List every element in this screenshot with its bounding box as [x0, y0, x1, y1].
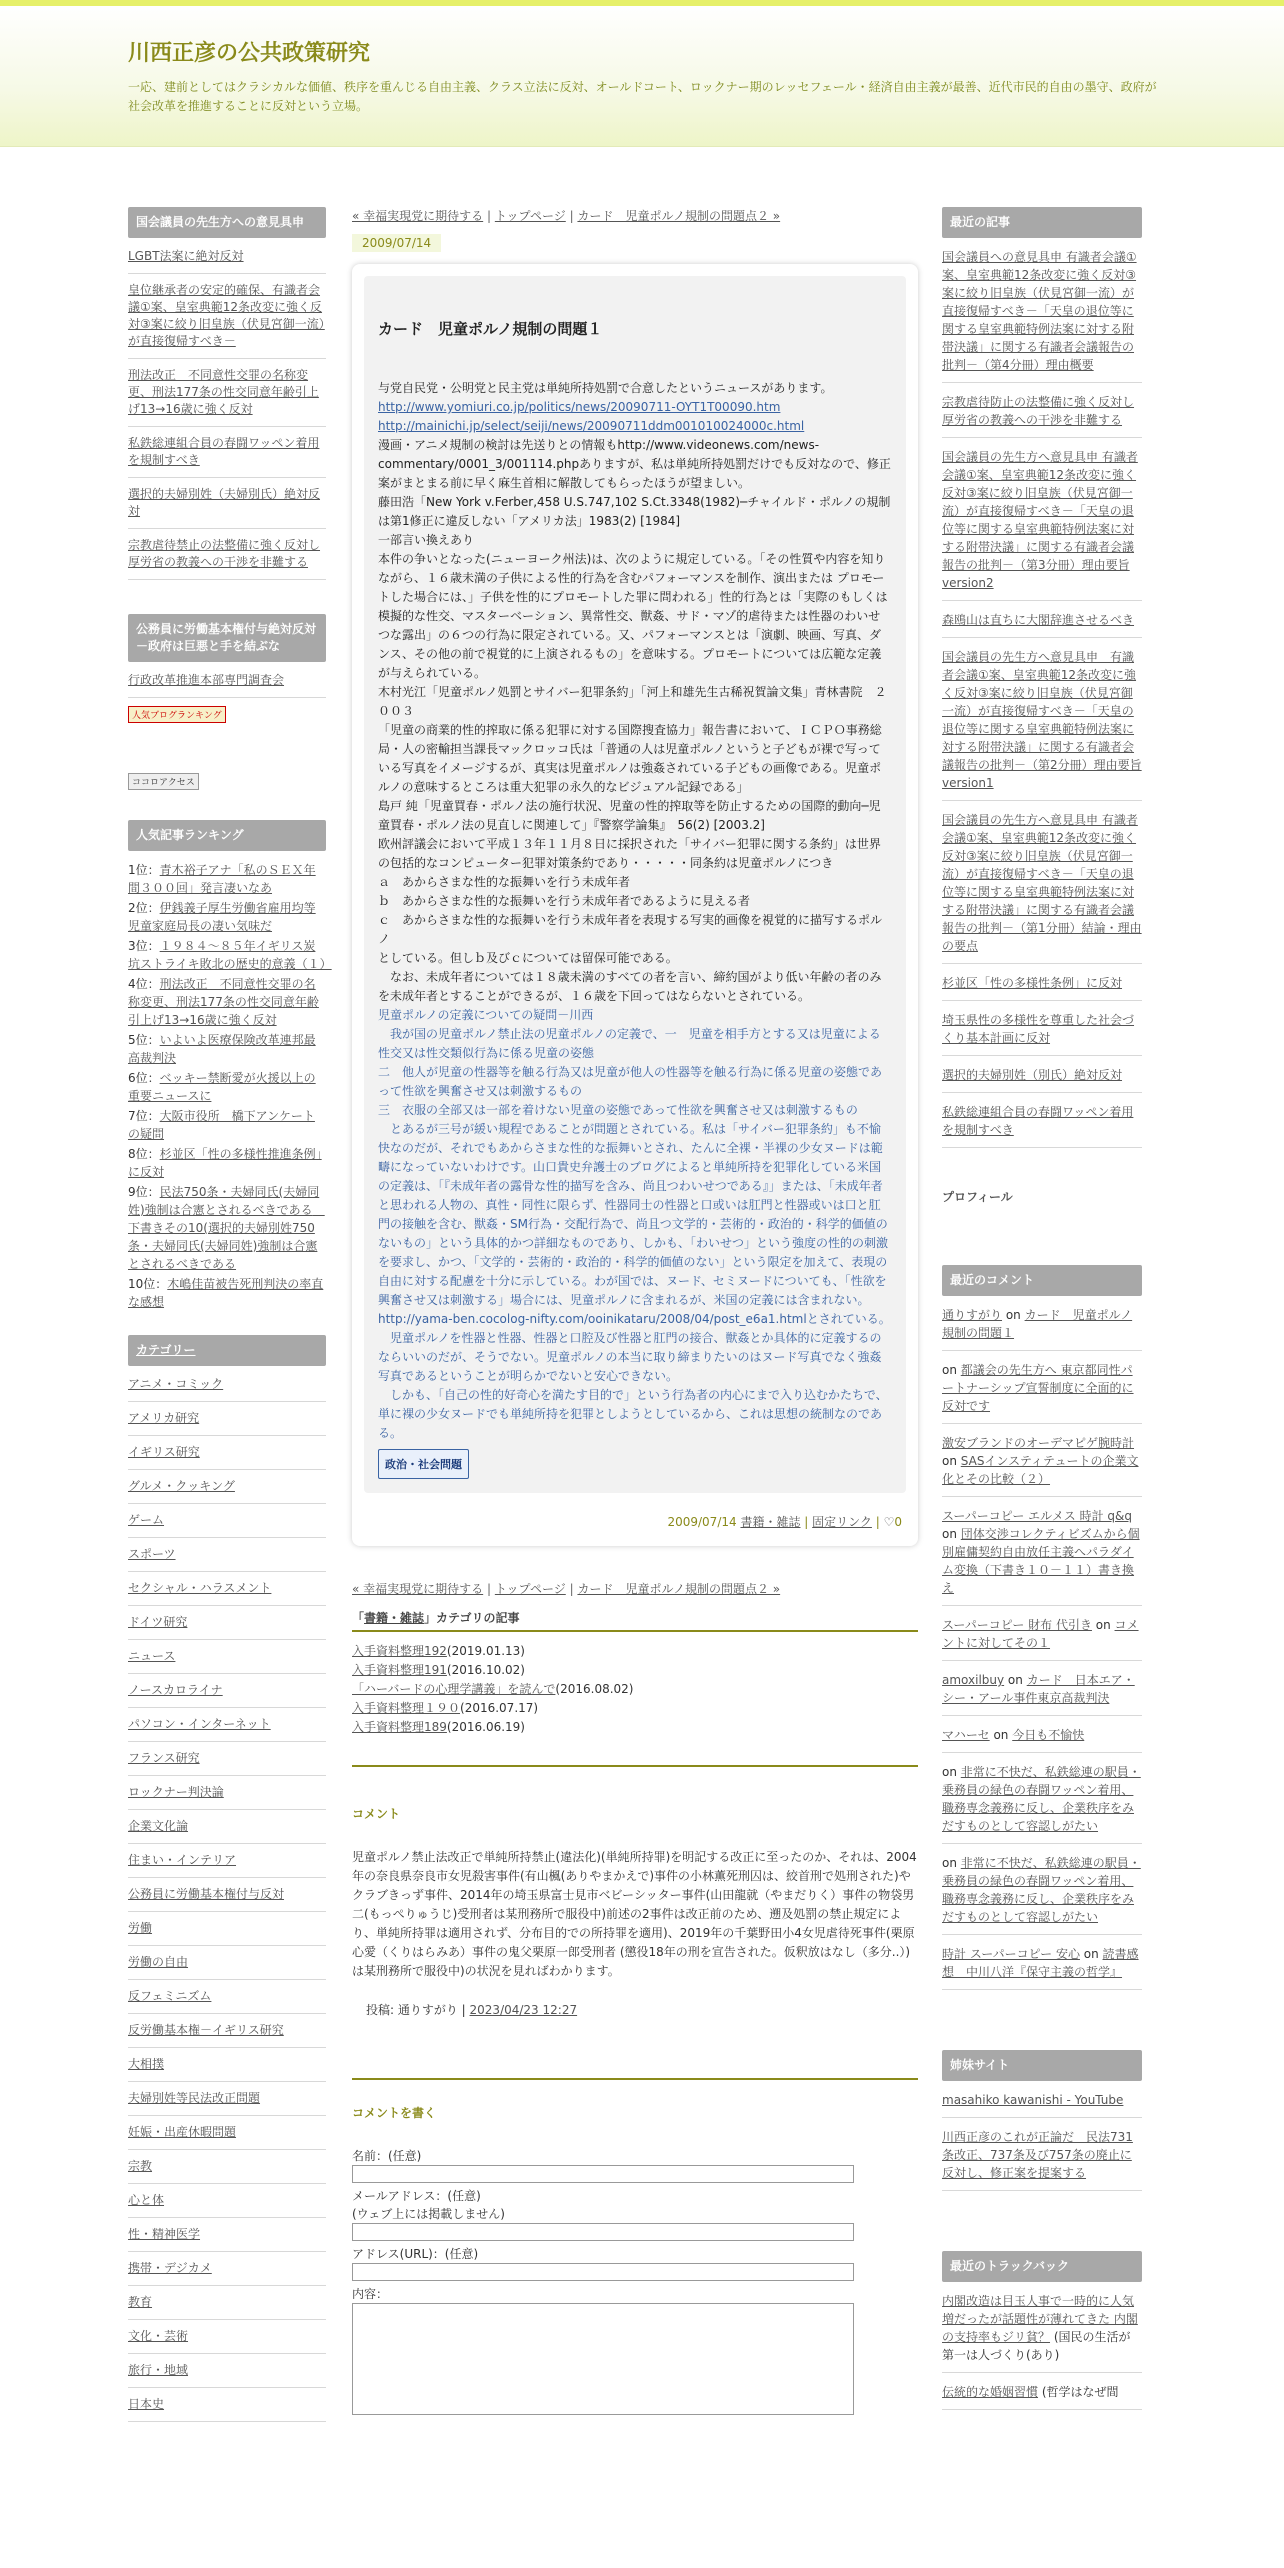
post-footer: 2009/07/14 書籍・雑誌 | 固定リンク | ♡0 [667, 1515, 902, 1529]
ranking-link[interactable]: 杉並区「性の多様性推進条例」に反対 [128, 1147, 322, 1179]
recent-article-item [942, 811, 1142, 964]
email-label: メールアドレス：(任意) [352, 2189, 481, 2203]
related-article-date: (2016.06.19) [446, 1720, 525, 1734]
recent-comment-item [942, 1945, 1142, 1990]
comment-on-text: on [1004, 1673, 1027, 1687]
category-link[interactable]: イギリス研究 [128, 1444, 326, 1470]
sidebar-link[interactable]: 刑法改正 不同意性交罪の名称変更、刑法177条の性交同意年齢引上げ13→16歳に強く反対 [128, 367, 326, 427]
ranking-link[interactable]: 大阪市役所 橋下アンケートの疑問 [128, 1109, 315, 1141]
post-paragraph: ａ あからさまな性的な振舞いを行う未成年者 [378, 875, 631, 889]
comment-on-text: on [942, 1527, 961, 1541]
category-link[interactable]: 携帯・デジカメ [128, 2260, 326, 2286]
comment-article-link[interactable]: SASインスティテュートの企業文化とその比較（２） [942, 1454, 1139, 1486]
comment-on-text: on [942, 1856, 961, 1870]
body-label: 内容： [352, 2287, 389, 2301]
post-paragraph: 「児童の商業的性的搾取に係る犯罪に対する国際搜査協力」報告書において、ＩＣＰＯ事務総局・人の密輸担当課長マックロッコ氏は「普通の人は児童ポルノというと子どもが裸で写っている写真をイメージするが、真実は児童ポルノは強姦されている子どもの画像である。児童ポルノの意味するところは重大犯罪の永久的なビジュアル記録である」 [378, 723, 882, 794]
category-link[interactable]: 宗教 [128, 2158, 326, 2184]
related-articles-list [352, 1642, 918, 1737]
recent-comment-item [942, 1306, 1142, 1351]
related-article-link[interactable]: 入手資料整理189 [352, 1720, 447, 1734]
comment-author-link[interactable]: amoxilbuy [942, 1673, 1005, 1687]
post-navigation: « 幸福実現党に期待する | トップページ | カード 児童ポルノ規制の問題点２ » [352, 209, 781, 223]
post-paragraph: しかも、「自己の性的好奇心を満たす目的で」という行為者の内心にまで入り込むかたちで、単に裸の少女ヌードでも単純所持を犯罪としようとしているから、これは思想の統制なのである。 [378, 1388, 888, 1440]
trackback-source: (国民の生活が第一は人づくり(あり) [942, 2330, 1131, 2362]
sidebar-box-title [128, 1335, 326, 1366]
sister-site-item [942, 2091, 1142, 2118]
ranking-item [128, 1107, 326, 1143]
ranking-item [128, 1183, 326, 1273]
recent-article-item [942, 393, 1142, 438]
sidebar-box-title: 公務員に労働基本権付与絶対反対－政府は巨悪と手を結ぶな [128, 614, 326, 662]
ranking-number: 10位： [128, 1277, 168, 1291]
next-post-link[interactable]: カード 児童ポルノ規制の問題点２ » [577, 1582, 781, 1596]
related-article-item [352, 1699, 918, 1718]
ranking-link[interactable]: 木嶋佳苗被告死刑判決の率直な感想 [128, 1277, 324, 1309]
category-link[interactable]: パソコン・インターネット [128, 1716, 326, 1742]
comment-article-link[interactable]: カード 日本エア・シー・アール事件東京高裁判決 [942, 1673, 1135, 1705]
sidebar-box-title: 最近の記事 [942, 207, 1142, 238]
category-link[interactable]: ノースカロライナ [128, 1682, 326, 1708]
url-input[interactable] [352, 2263, 854, 2281]
name-input[interactable] [352, 2165, 854, 2183]
ranking-number: 2位： [128, 901, 160, 915]
divider [352, 1765, 918, 1767]
post-paragraph: 我が国の児童ポルノ禁止法の児童ポルノの定義で、一 児童を相手方とする又は児童による性交又は性交類似行為に係る児童の姿態 [378, 1027, 881, 1060]
recent-article-link[interactable]: 選択的夫婦別姓（別氏）絶対反対 [942, 1068, 1123, 1082]
comment-on-text: on [1091, 1618, 1115, 1632]
post-paragraph: 藤田浩「New York v.Ferber,458 U.S.747,102 S.Ct.3348(1982)─チャイルド・ポルノの規制は第1修正に違反しない「アメリカ法」1983(2) [1984] [378, 495, 891, 528]
recent-article-link[interactable]: 国会議員の先生方へ意見具申 有識者会議①案、皇室典範12条改変に強く反対③案に絞り旧皇族（伏見宮御一流）が直接復帰すべき－「天皇の退位等に関する皇室典範特例法案に対する附帯決議」に関する有識者会議報告の批判－（第3分冊）理由要旨version2 [942, 450, 1138, 590]
post-body-link[interactable]: http://mainichi.jp/select/seiji/news/20090711ddm001010024000c.html [378, 419, 805, 433]
comment-author-link[interactable]: 通りすがり [942, 1308, 1003, 1322]
ranking-item [128, 1275, 326, 1311]
recent-comment-item [942, 1726, 1142, 1753]
recent-article-item [942, 1066, 1142, 1093]
recent-article-item [942, 974, 1142, 1001]
related-articles-title [352, 1609, 918, 1632]
divider [352, 2078, 918, 2080]
ranking-number: 8位： [128, 1147, 160, 1161]
post-paragraph [378, 417, 892, 436]
category-link[interactable]: フランス研究 [128, 1750, 326, 1776]
post-body [378, 379, 892, 1443]
ranking-item [128, 1031, 326, 1067]
recent-trackbacks-list [942, 2292, 1142, 2410]
comment-on-text: on [942, 1363, 961, 1377]
category-link[interactable]: 労働の自由 [128, 1954, 326, 1980]
related-article-date: (2016.07.17) [460, 1701, 539, 1715]
recent-comment-item [942, 1763, 1142, 1844]
category-link[interactable]: 心と体 [128, 2192, 326, 2218]
top-page-link[interactable]: トップページ [494, 209, 566, 223]
comment-author-link[interactable]: マハーセ [942, 1728, 990, 1742]
recent-article-item [942, 648, 1142, 801]
recent-article-item [942, 1011, 1142, 1056]
write-comment-heading: コメントを書く [352, 2106, 437, 2120]
ranking-link[interactable]: ベッキー禁断愛が火援以上の重要ニュースに [128, 1071, 316, 1103]
sidebar-link[interactable]: 私鉄総連組合員の春闘ワッペン着用を規制すべき [128, 435, 326, 478]
related-article-link[interactable]: 入手資料整理１９０ [352, 1701, 461, 1715]
related-title-open-quote: 「 [352, 1611, 365, 1625]
sidebar-link-list [128, 248, 326, 580]
comment-on-text: on [942, 1454, 961, 1468]
ranking-item [128, 899, 326, 935]
recent-comments-list [942, 1306, 1142, 1990]
recent-article-link[interactable]: 国会議員の先生方へ意見具申 有識者会議①案、皇室典範12条改変に強く反対③案に絞り旧皇族（伏見宮御一流）が直接復帰すべき－「天皇の退位等に関する皇室典範特例法案に対する附帯決議」に関する有識者会議報告の批判－（第2分冊）理由要旨version1 [942, 650, 1142, 790]
post-paragraph: 一部言い換えあり [378, 533, 475, 547]
category-link[interactable]: セクシャル・ハラスメント [128, 1580, 326, 1606]
related-article-date: (2019.01.13) [446, 1644, 525, 1658]
site-description: 一応、建前としてはクラシカルな価値、秩序を重んじる自由主義、クラス立法に反対、オールドコート、ロックナー期のレッセフェール・経済自由主義が最善、近代市民的自由の墨守、政府が社会改革を推進することに反対という立場。 [128, 80, 1157, 113]
category-link[interactable]: 反労働基本権－イギリス研究 [128, 2022, 326, 2048]
prev-post-link[interactable]: « 幸福実現党に期待する [352, 209, 484, 223]
recent-article-item [942, 248, 1142, 383]
post-title: カード 児童ポルノ規制の問題１ [378, 320, 603, 338]
recent-comment-item [942, 1616, 1142, 1661]
recent-comment-item [942, 1671, 1142, 1716]
post-paragraph: 木村光江「児童ポルノ処罰とサイバー犯罪条約」「河上和雄先生古稀祝賀論文集」青林書院 ２００３ [378, 685, 887, 718]
recent-article-link[interactable]: 杉並区「性の多様性条例」に反対 [942, 976, 1123, 990]
recent-article-link[interactable]: 私鉄総連組合員の春闘ワッペン着用を規制すべき [942, 1105, 1134, 1137]
related-article-item [352, 1661, 918, 1680]
comment-author-link[interactable]: スーパーコピー 財布 代引き [942, 1618, 1092, 1632]
ranking-item [128, 1145, 326, 1181]
related-category-link[interactable]: 書籍・雑誌 [364, 1611, 425, 1625]
ranking-link[interactable]: いよいよ医療保険改革連邦最高裁判決 [128, 1033, 316, 1065]
comment-article-link[interactable]: 読書感想 中川八洋『保守主義の哲学』 [942, 1947, 1139, 1979]
post-paragraph: としている。但しｂ及びｃについては留保可能である。 [378, 951, 678, 965]
category-link[interactable]: 文化・芸術 [128, 2328, 326, 2354]
comment-on-text: on [942, 1765, 961, 1779]
ranking-link[interactable]: １９８４～８５年イギリス炭坑ストライキ敗北の歴史的意義（１） [128, 939, 332, 971]
sidebar-link[interactable]: LGBT法案に絶対反対 [128, 248, 326, 274]
post-paragraph: ｃ あからさまな性的な振舞いを行う未成年者を表現する写実的画像を視覚的に描写するポルノ [378, 913, 883, 946]
name-label: 名前：(任意) [352, 2149, 422, 2163]
comments-heading: コメント [352, 1807, 401, 1821]
comment-article-link[interactable]: 都議会の先生方へ 東京都同性パートナーシップ宣誓制度に全面的に反対です [942, 1363, 1134, 1413]
recent-article-link[interactable]: 国会議員への意見具申 有識者会議①案、皇室典範12条改変に強く反対③案に絞り旧皇族（伏見宮御一流）が直接復帰すべき－「天皇の退位等に関する皇室典範特例法案に対する附帯決議」に関する有識者会議報告の批判－（第4分冊）理由概要 [942, 250, 1137, 372]
post-paragraph: なお、未成年者については１８歳未満のすべての者を言い、締約国がより低い年齢の者のみを未成年者とすることができるが、１６歳を下回ってはならないとされている。 [378, 970, 882, 1003]
sidebar-box-title: 国会議員の先生方への意見具申 [128, 207, 326, 238]
ranking-number: 7位： [128, 1109, 160, 1123]
sidebar-link[interactable]: 皇位継承者の安定的確保、有識者会議①案、皇室典範12条改変に強く反対③案に絞り旧皇族（伏見宮御一流）が直接復帰すべき－ [128, 282, 326, 359]
sister-site-link[interactable]: masahiko kawanishi - YouTube [942, 2093, 1124, 2107]
trackback-item [942, 2383, 1142, 2410]
sister-site-item [942, 2128, 1142, 2191]
category-link[interactable]: スポーツ [128, 1546, 326, 1572]
recent-comment-item [942, 1854, 1142, 1935]
category-link[interactable]: 妊娠・出産休暇問題 [128, 2124, 326, 2150]
post-paragraph [378, 398, 892, 417]
category-link[interactable]: 旅行・地域 [128, 2362, 326, 2388]
related-article-item [352, 1642, 918, 1661]
sidebar-box-title: 人気記事ランキング [128, 820, 326, 851]
comment-meta [366, 2001, 918, 2018]
comment-on-text: on [1002, 1308, 1025, 1322]
category-link[interactable]: アニメ・コミック [128, 1376, 326, 1402]
ranking-number: 6位： [128, 1071, 160, 1085]
related-article-date: (2016.08.02) [555, 1682, 634, 1696]
comment-on-text: on [1079, 1947, 1103, 1961]
ranking-number: 4位： [128, 977, 160, 991]
category-link[interactable]: 教育 [128, 2294, 326, 2320]
comment-author: 投稿: 通りすがり | [366, 2003, 470, 2017]
recent-article-item [942, 611, 1142, 638]
ranking-item [128, 861, 326, 897]
category-link[interactable]: 反フェミニズム [128, 1988, 326, 2014]
category-title-link[interactable]: カテゴリー [136, 1343, 196, 1357]
ranking-number: 9位： [128, 1185, 160, 1199]
post-paragraph: 二 他人が児童の性器等を触る行為又は児童が他人の性器等を触る行為に係る児童の姿態であって性欲を興奮させ又は刺激するもの [378, 1065, 883, 1098]
recent-comment-item [942, 1361, 1142, 1424]
post-paragraph: ｂ あからさまな性的な振舞いを行う未成年者であるように見える者 [378, 894, 751, 908]
category-link[interactable]: 性・精神医学 [128, 2226, 326, 2252]
post-paragraph: 島戸 純「児童買春・ポルノ法の施行状況、児童の性的搾取等を防止するための国際的動向─児童買春・ポルノ法の見直しに関連して」『警察学論集』 56(2) [2003.2] [378, 799, 881, 832]
comment-form [352, 2147, 918, 2415]
comment-article-link[interactable]: 団体交渉コレクティビズムから個別雇傭契約自由放任主義へパラダイム変換（下書き１０－１１）書き換え [942, 1527, 1140, 1595]
category-link[interactable]: ロックナー判決論 [128, 1784, 326, 1810]
sidebar-link[interactable]: 選択的夫婦別姓（夫婦別氏）絶対反対 [128, 486, 326, 529]
related-article-link[interactable]: 「ハーバードの心理学講義」を読んで [352, 1682, 556, 1696]
ranking-item [128, 1069, 326, 1105]
ranking-item [128, 937, 332, 973]
blog-ranking-badge[interactable]: 人気ブログランキング [128, 706, 226, 723]
related-article-link[interactable]: 入手資料整理192 [352, 1644, 447, 1658]
post-paragraph: とあるが三号が緩い規程であることが問題とされている。私は「サイバー犯罪条約」も不愉快なのだが、それでもあからさまな性的な振舞いとされ、たんに全裸・半裸の少女ヌードは範疇になっていないわけです。山口貴史弁護士のブログによると単純所持を犯罪化している米国の定義は、「『未成年者の露骨な性的描写を含み、尚且つわいせつである』」または、「未成年者と思われる人物の、真性・同性に限らず、性器同士の性器と口或いは肛門と性器或いは口と肛門の接触を含む、獣姦・SM行為・交配行為で、尚且つ文学的・芸術的・政治的・科学的価値のないもの」という具体的かつ詳細なものであり、しかも、「わいせつ」という強度の性的の刺激を要求し、かつ、「文学的・芸術的・政治的・科学的価値のない」という限定を加えて、表現の自由に対する配慮を十分に示している。わが国では、ヌード、セミヌードについても、「性欲を興奮させ又は刺激する」場合には、児童ポルノに含まれるが、米国の定義には含まれない。http://yama-ben.cocolog-nifty.com/ooinikataru/2008/04/post_e6a1.htmlとされている。 [378, 1122, 891, 1326]
category-link[interactable]: 日本史 [128, 2396, 326, 2422]
next-post-link[interactable]: カード 児童ポルノ規制の問題点２ » [577, 209, 781, 223]
related-title-suffix: 」カテゴリの記事 [424, 1611, 520, 1625]
sidebar-box-title: 最近のコメント [942, 1265, 1142, 1296]
trackback-link[interactable]: 内閣改造は目玉人事で一時的に人気増だったが話題性が薄れてきた 内閣の支持率もジリ貧？ [942, 2294, 1138, 2344]
category-link[interactable]: ドイツ研究 [128, 1614, 326, 1640]
category-list [128, 1376, 326, 2422]
comment-article-link[interactable]: 非常に不快だ、私鉄総連の駅員・乗務員の緑色の春闘ワッペン着用、職務専念義務に反し、企業秩序をみだすものとして容認しがたい [942, 1765, 1141, 1833]
post-paragraph: 欧州評議会において平成１３年１１月８日に採択された「サイバー犯罪に関する条約」は世界の包括的なコンピューター犯罪対策条約であり・・・・・同条約は児童ポルノにつき [378, 837, 881, 870]
sister-site-link[interactable]: 川西正彦のこれが正論だ 民法731条改正、737条及び757条の廃止に反対し、修正案を提案する [942, 2130, 1133, 2180]
post-navigation-bottom: « 幸福実現党に期待する | トップページ | カード 児童ポルノ規制の問題点２ » [352, 1582, 781, 1596]
site-header [0, 6, 1284, 147]
category-link[interactable]: 労働 [128, 1920, 326, 1946]
ranking-item [128, 975, 326, 1029]
comment-article-link[interactable]: コメントに対してその１ [942, 1618, 1139, 1650]
email-note: (ウェブ上には掲載しません) [352, 2207, 505, 2221]
site-title[interactable]: 川西正彦の公共政策研究 [128, 41, 371, 66]
sister-sites-list [942, 2091, 1142, 2191]
related-article-link[interactable]: 入手資料整理191 [352, 1663, 447, 1677]
post-paragraph: 与党自民党・公明党と民主党は単純所持処罰で合意したというニュースがあります。 [378, 381, 833, 395]
post-paragraph: 児童ポルノを性器と性器、性器と口腔及び性器と肛門の接合、獣姦とか具体的に定義するのならいいのだが、そうでない。児童ポルノの本当に取り締まりたいのはヌード写真でなく強姦写真であるということが明らかでないと安心できない。 [378, 1331, 882, 1383]
related-article-item [352, 1680, 918, 1699]
post-date: 2009/07/14 [352, 234, 441, 252]
politics-society-badge[interactable]: 政治・社会問題 [378, 1449, 469, 1479]
like-count: 0 [894, 1515, 902, 1529]
post-body-link[interactable]: http://www.yomiuri.co.jp/politics/news/20090711-OYT1T00090.htm [378, 400, 781, 414]
comment-article-link[interactable]: 非常に不快だ、私鉄総連の駅員・乗務員の緑色の春闘ワッペン着用、職務専念義務に反し、企業秩序をみだすものとして容認しがたい [942, 1856, 1141, 1924]
post-paragraph: 本件の争いとなった(ニューヨーク州法)は、次のように規定している。「その性質や内容を知りながら、１６歳未満の子供による性的行為を含むパフォーマンスを制作、演出または プロモートした場合には、」子供を性的にプロモートした罪に問われる」性的行為とは「実際のもしくは模擬的な性交、マスターベーション、異常性交、獣姦、サド・マゾ的虐待または性器のわいせつな露出」の６つの行為に限定されている。又、パフォーマンスとは「演劇、映画、写真、ダンス、その他の前で視覚的に上演されるもの」を意味する。プロモートについては広範な定義が与えられている。 [378, 552, 888, 680]
top-page-link[interactable]: トップページ [494, 1582, 566, 1596]
heart-icon[interactable]: ♡ [883, 1515, 895, 1529]
comment-author-link[interactable]: 時計 スーパーコピー 安心 [942, 1947, 1080, 1961]
sidebar-box-title: 姉妹サイト [942, 2050, 1142, 2081]
right-sidebar [942, 207, 1142, 2420]
category-link[interactable]: ゲーム [128, 1512, 326, 1538]
comment-date-link[interactable]: 2023/04/23 12:27 [469, 2003, 578, 2017]
sidebar-link[interactable]: 行政改革推進本部専門調査会 [128, 672, 326, 698]
recent-article-item [942, 1103, 1142, 1148]
sidebar-box-title: 最近のトラックバック [942, 2251, 1142, 2282]
left-sidebar [128, 207, 332, 2430]
category-link[interactable]: アメリカ研究 [128, 1410, 326, 1436]
recent-comment-item [942, 1507, 1142, 1606]
comment-textarea[interactable] [352, 2303, 854, 2415]
post-paragraph: 児童ポルノの定義についての疑問－川西 [378, 1008, 594, 1022]
post-card [352, 264, 918, 1546]
related-article-date: (2016.10.02) [446, 1663, 525, 1677]
comment-article-link[interactable]: 今日も不愉快 [1012, 1728, 1085, 1742]
category-link[interactable]: グルメ・クッキング [128, 1478, 326, 1504]
ranking-link[interactable]: 刑法改正 不同意性交罪の名称変更、刑法177条の性交同意年齢引上げ13→16歳に強く反対 [128, 977, 319, 1027]
recent-article-item [942, 448, 1142, 601]
ranking-number: 1位： [128, 863, 160, 877]
sidebar-link-list [128, 672, 326, 698]
email-input[interactable] [352, 2223, 854, 2241]
ranking-link[interactable]: 青木裕子アナ「私のＳＥＸ年間３００回」発言凄いなあ [128, 863, 316, 895]
category-link[interactable]: 企業文化論 [128, 1818, 326, 1844]
category-link[interactable]: 大相撲 [128, 2056, 326, 2082]
main-content [352, 207, 918, 2415]
sidebar-link[interactable]: 宗教虐待禁止の法整備に強く反対し厚労省の教義への干渉を非難する [128, 537, 326, 580]
post-footer-date: 2009/07/14 [667, 1515, 737, 1529]
ranking-link[interactable]: 民法750条・夫婦同氏(夫婦同姓)強制は合憲とされるべきである 下書きその10(選択的夫婦別姓750条・夫婦同氏(夫婦同姓)強制は合憲とされるべきである [128, 1185, 325, 1271]
trackback-link[interactable]: 伝統的な婚姻習慣 [942, 2385, 1039, 2399]
comment-on-text: on [989, 1728, 1013, 1742]
comment-author-link[interactable]: 激安ブランドのオーデマピゲ腕時計 [942, 1436, 1135, 1450]
prev-post-link[interactable]: « 幸福実現党に期待する [352, 1582, 484, 1596]
comment-author-link[interactable]: スーパーコピー エルメス 時計 q&q [942, 1509, 1132, 1523]
popular-ranking-list [128, 861, 332, 1311]
recent-article-link[interactable]: 森鴎山は直ちに大閣辞進させるべき [942, 613, 1135, 627]
post-category-link[interactable]: 書籍・雑誌 [740, 1515, 801, 1529]
trackback-item [942, 2292, 1142, 2373]
recent-article-link[interactable]: 埼玉県性の多様性を尊重した社会づくり基本計画に反対 [942, 1013, 1135, 1045]
post-paragraph: 漫画・アニメ規制の検討は先送りとの情報もhttp://www.videonews.com/news-commentary/0001_3/001114.phpありますが、私は単純所持処罰だけでも反対なので、修正案がまとまる前に早く麻生首相に解散してもらったほうが望ましい。 [378, 438, 891, 490]
ranking-link[interactable]: 伊銭義子厚生労働省雇用均等児童家庭局長の凄い気味だ [128, 901, 316, 933]
category-link[interactable]: ニュース [128, 1648, 326, 1674]
trackback-source: (哲学はなぜ間 [1038, 2385, 1119, 2399]
url-label: アドレス(URL)：(任意) [352, 2247, 479, 2261]
category-link[interactable]: 住まい・インテリア [128, 1852, 326, 1878]
comment-article-link[interactable]: カード 児童ポルノ規制の問題１ [942, 1308, 1133, 1340]
profile-heading: プロフィール [942, 1190, 1013, 1204]
category-link[interactable]: 公務員に労働基本権付与反対 [128, 1886, 326, 1912]
recent-article-link[interactable]: 宗教虐待防止の法整備に強く反対し厚労省の教義への干渉を非難する [942, 395, 1135, 427]
recent-article-link[interactable]: 国会議員の先生方へ意見具申 有識者会議①案、皇室典範12条改変に強く反対③案に絞り旧皇族（伏見宮御一流）が直接復帰すべき－「天皇の退位等に関する皇室典範特例法案に対する附帯決議」に関する有識者会議報告の批判－（第1分冊）結論・理由の要点 [942, 813, 1142, 953]
ranking-number: 3位： [128, 939, 160, 953]
access-counter-badge[interactable]: ココロアクセス [128, 773, 199, 790]
permalink[interactable]: 固定リンク [812, 1515, 872, 1529]
related-article-item [352, 1718, 918, 1737]
recent-articles-list [942, 248, 1142, 1148]
recent-comment-item [942, 1434, 1142, 1497]
post-paragraph: 三 衣服の全部又は一部を着けない児童の姿態であって性欲を興奮させ又は刺激するもの [378, 1103, 858, 1117]
comment-text: 児童ポルノ禁止法改正で単純所持禁止(違法化)(単純所持罪)を明記する改正に至ったのか、それは、2004年の奈良県奈良市女児殺害事件(有山楓(ありやまかえで)事件の小林薫死刑囚は、絞首刑で処刑された)やクラブきっず事件、2014年の埼玉県富士見市ベビーシッター事件(山田龍就（やまだりく）事件の物袋男二(もっぺりゅうじ)受刑者は某刑務所で服役中)前述の2事件は改正前のため、遡及処罰の禁止規定により、単純所持罪は適用されず、分布目的での所持罪を適用)、2019年の千葉野田小4女児虐待死事件(栗原心愛（くりはらみあ）事件の鬼父栗原一郎受刑者 (懲役18年の刑を宣告された。仮釈放はなし（多分..）) は某刑務所で服役中)の状況を見ればわかります。 [352, 1850, 917, 1978]
category-link[interactable]: 夫婦別姓等民法改正問題 [128, 2090, 326, 2116]
ranking-number: 5位： [128, 1033, 160, 1047]
